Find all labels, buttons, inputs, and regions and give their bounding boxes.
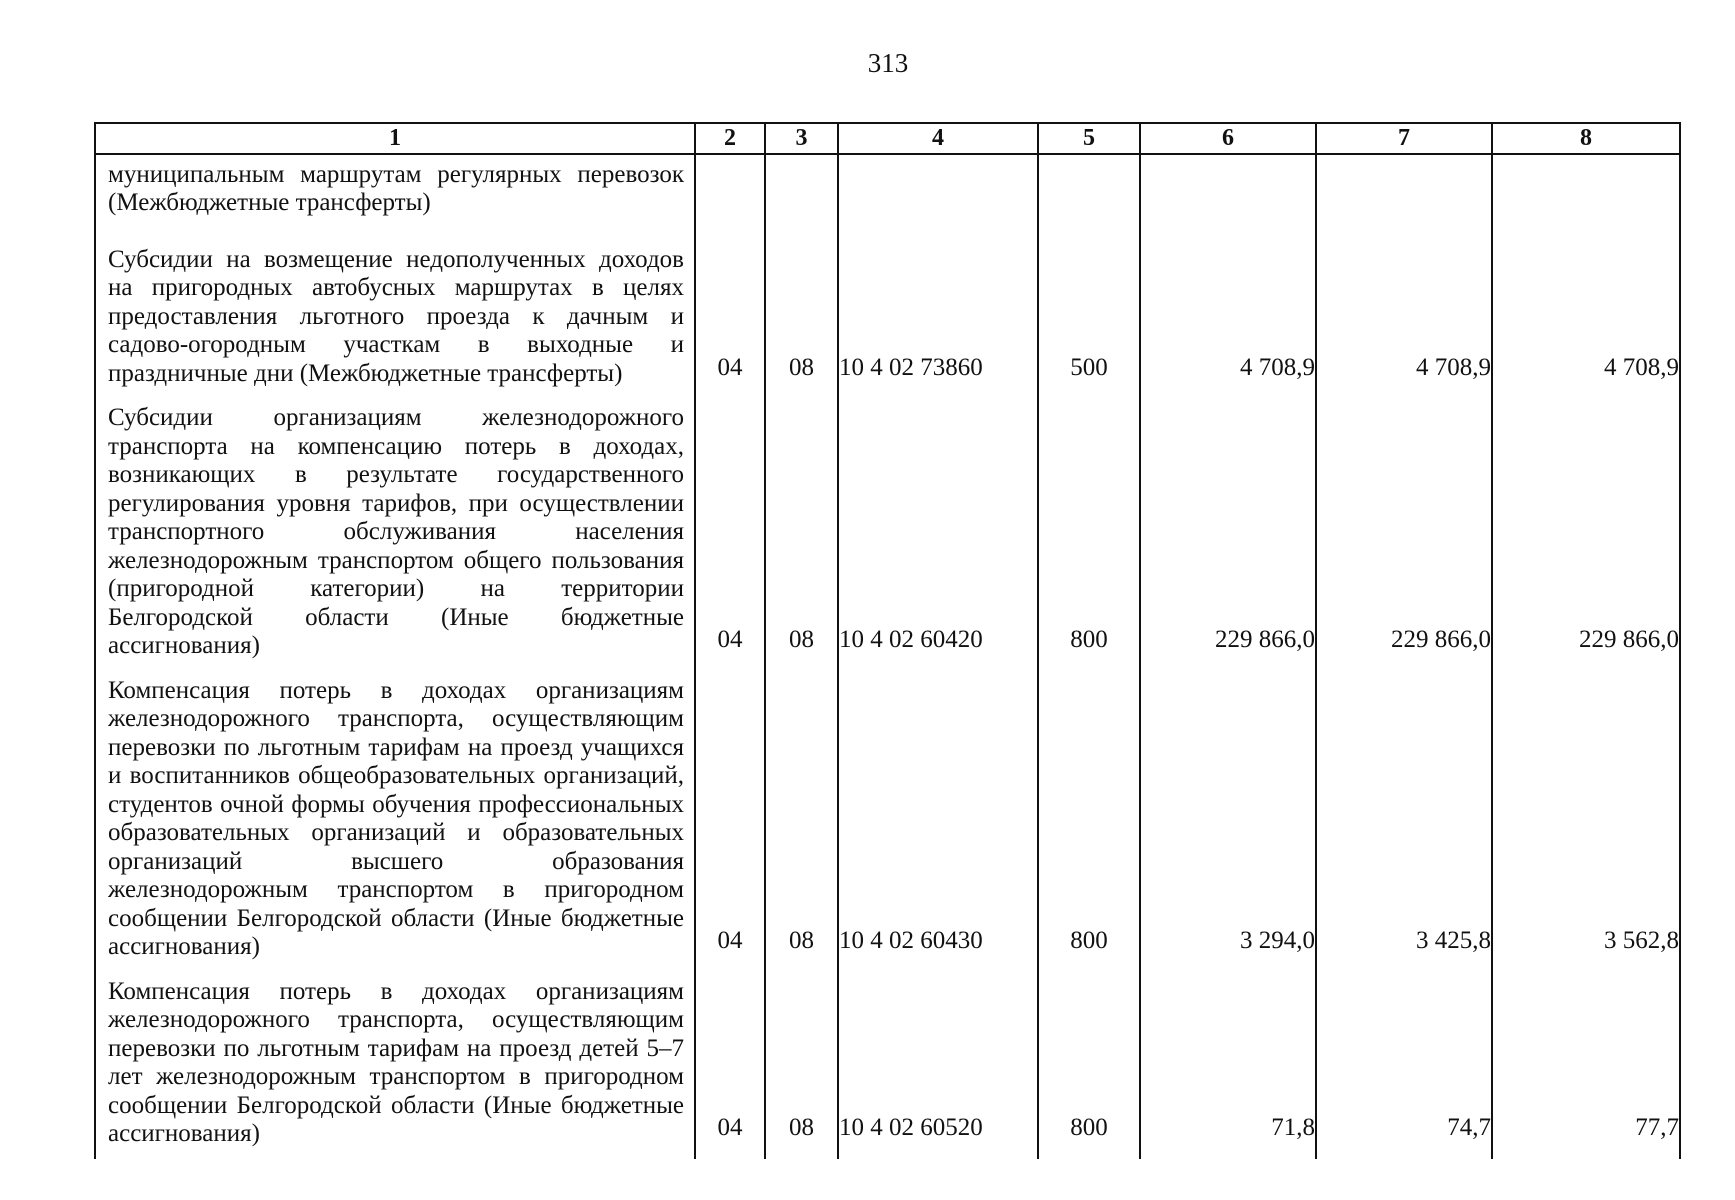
row-description: Субсидии организациям железнодорожного транспорта на компенсацию потерь в доходах, возникающих в результате государственного регулирования уровня тарифов, при осуществлении транспортного обслуживания населения железнодорожным транспортом общего пользования (пригородной категории) на территории Белгородской области (Иные бюджетные ассигнования) (95, 398, 695, 671)
row-description: Субсидии на возмещение недополученных доходов на пригородных автобусных маршрутах в целях предоставления льготного проезда к дачным и садово-огородным участкам в выходные и праздничные дни (Межбюджетные трансферты) (95, 240, 695, 399)
budget-table (94, 122, 1681, 1159)
cell-subsection: 08 (765, 398, 838, 671)
cell-subsection: 08 (765, 671, 838, 972)
cell-section: 04 (695, 398, 765, 671)
column-header: 3 (765, 123, 838, 154)
cell-expense-type: 500 (1038, 240, 1140, 399)
column-header: 4 (838, 123, 1038, 154)
cell-expense-type: 800 (1038, 398, 1140, 671)
cell-target-article: 10 4 02 60430 (838, 671, 1038, 972)
cell-target-article: 10 4 02 60420 (838, 398, 1038, 671)
cell-target-article: 10 4 02 60520 (838, 972, 1038, 1159)
row-description: Компенсация потерь в доходах организациям железнодорожного транспорта, осуществляющим перевозки по льготным тарифам на проезд детей 5–7 лет железнодорожным транспортом в пригородном сообщении Белгородской области (Иные бюджетные ассигнования) (95, 972, 695, 1159)
column-header: 8 (1492, 123, 1680, 154)
cell-amount-7: 4 708,9 (1316, 240, 1492, 399)
row-description: муниципальным маршрутам регулярных перевозок (Межбюджетные трансферты) (95, 154, 695, 240)
cell-amount-7: 74,7 (1316, 972, 1492, 1159)
cell-expense-type: 800 (1038, 972, 1140, 1159)
cell-target-article: 10 4 02 73860 (838, 240, 1038, 399)
table-row (95, 972, 1680, 1159)
cell-amount-6: 71,8 (1140, 972, 1316, 1159)
cell-section (695, 154, 765, 240)
column-header: 7 (1316, 123, 1492, 154)
table-row (95, 240, 1680, 399)
cell-expense-type (1038, 154, 1140, 240)
cell-amount-8: 229 866,0 (1492, 398, 1680, 671)
cell-amount-6: 229 866,0 (1140, 398, 1316, 671)
cell-amount-6: 3 294,0 (1140, 671, 1316, 972)
column-header: 6 (1140, 123, 1316, 154)
cell-amount-7: 229 866,0 (1316, 398, 1492, 671)
page-number: 313 (867, 48, 909, 78)
cell-amount-6: 4 708,9 (1140, 240, 1316, 399)
cell-amount-7: 3 425,8 (1316, 671, 1492, 972)
table-header-row (95, 123, 1680, 154)
cell-amount-8: 77,7 (1492, 972, 1680, 1159)
cell-section: 04 (695, 972, 765, 1159)
cell-amount-8: 3 562,8 (1492, 671, 1680, 972)
cell-target-article (838, 154, 1038, 240)
cell-subsection: 08 (765, 240, 838, 399)
cell-subsection (765, 154, 838, 240)
cell-section: 04 (695, 240, 765, 399)
table-row (95, 154, 1680, 240)
column-header: 2 (695, 123, 765, 154)
table-row (95, 671, 1680, 972)
cell-subsection: 08 (765, 972, 838, 1159)
cell-amount-7 (1316, 154, 1492, 240)
cell-amount-8: 4 708,9 (1492, 240, 1680, 399)
row-description: Компенсация потерь в доходах организациям железнодорожного транспорта, осуществляющим перевозки по льготным тарифам на проезд учащихся и воспитанников общеобразовательных организаций, студентов очной формы обучения профессиональных образовательных организаций и образовательных организаций высшего образования железнодорожным транспортом в пригородном сообщении Белгородской области (Иные бюджетные ассигнования) (95, 671, 695, 972)
cell-amount-6 (1140, 154, 1316, 240)
cell-expense-type: 800 (1038, 671, 1140, 972)
cell-section: 04 (695, 671, 765, 972)
cell-amount-8 (1492, 154, 1680, 240)
table-row (95, 398, 1680, 671)
column-header: 1 (95, 123, 695, 154)
column-header: 5 (1038, 123, 1140, 154)
